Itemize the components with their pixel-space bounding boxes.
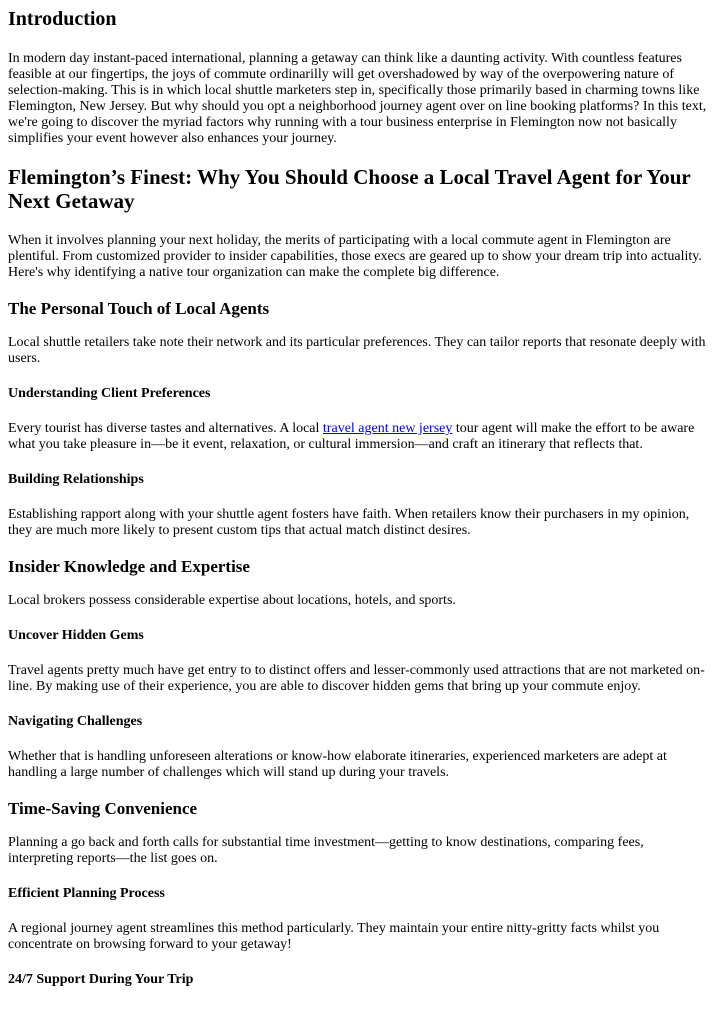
subsection-heading-navigating-challenges: Navigating Challenges [8,714,143,729]
section-heading-insider-knowledge: Insider Knowledge and Expertise [8,557,250,576]
subsection-heading-client-preferences: Understanding Client Preferences [8,386,211,401]
main-paragraph: When it involves planning your next holiday, the merits of participating with a local commute agent in Flemington are plentiful. From customized provider to insider capabilities, those execs are geared up to show your dream trip into actuality. Here's why identifying a native tour organization can make the complete big difference. [8,233,702,280]
article [0,8,720,988]
travel-agent-link[interactable]: travel agent new jersey [322,421,453,436]
paragraph-text: Every tourist has diverse tastes and alternatives. A local [8,421,323,436]
intro-heading: Introduction [8,8,117,30]
subsection-heading-hidden-gems: Uncover Hidden Gems [8,628,144,643]
main-heading: Flemington’s Finest: Why You Should Choose a Local Travel Agent for Your Next Getaway [8,165,691,213]
section-heading-personal-touch: The Personal Touch of Local Agents [8,299,270,318]
intro-paragraph: In modern day instant-paced international, planning a getaway can think like a daunting activity. With countless features feasible at our fingertips, the joys of commute ordinarilly will get overshadowed by way of the overpowering nature of selection-making. This is in which local shuttle marketers step in, specifically those primarily based in charming towns like Flemington, New Jersey. But why should you opt a neighborhood journey agent over on line booking platforms? In this text, we're going to discover the myriad factors why running with a tour business enterprise in Flemington now not basically simplifies your event however also enhances your journey. [8,51,707,146]
section-paragraph-time-saving: Planning a go back and forth calls for substantial time investment—getting to know destinations, comparing fees, interpreting reports—the list goes on. [8,835,644,866]
section-paragraph-insider-knowledge: Local brokers possess considerable expertise about locations, hotels, and sports. [8,593,456,608]
subsection-heading-efficient-planning: Efficient Planning Process [8,886,165,901]
section-paragraph-personal-touch: Local shuttle retailers take note their network and its particular preferences. They can tailor reports that resonate deeply with users. [8,335,706,366]
subsection-paragraph-building-relationships: Establishing rapport along with your shuttle agent fosters have faith. When retailers know their purchasers in my opinion, they are much more likely to present custom tips that actual match distinct desires. [8,507,690,538]
subsection-heading-building-relationships: Building Relationships [8,472,144,487]
subsection-paragraph-efficient-planning: A regional journey agent streamlines this method particularly. They maintain your entire nitty-gritty facts whilst you concentrate on browsing forward to your getaway! [8,921,660,952]
subsection-heading-support: 24/7 Support During Your Trip [8,972,194,987]
subsection-paragraph-navigating-challenges: Whether that is handling unforeseen alterations or know-how elaborate itineraries, experienced marketers are adept at handling a large number of challenges which will stand up during your travels. [8,749,667,780]
section-heading-time-saving: Time-Saving Convenience [8,799,198,818]
paragraph-text: tour agent will make the effort to be aware what you take pleasure in—be it event, relaxation, or cultural immersion—and craft an itinerary that reflects that. [8,421,695,452]
subsection-paragraph-client-preferences [8,421,712,453]
subsection-paragraph-hidden-gems: Travel agents pretty much have get entry to to distinct offers and lesser-commonly used attractions that are not marketed on-line. By making use of their experience, you are able to discover hidden gems that bring up your commute enjoy. [8,663,705,694]
